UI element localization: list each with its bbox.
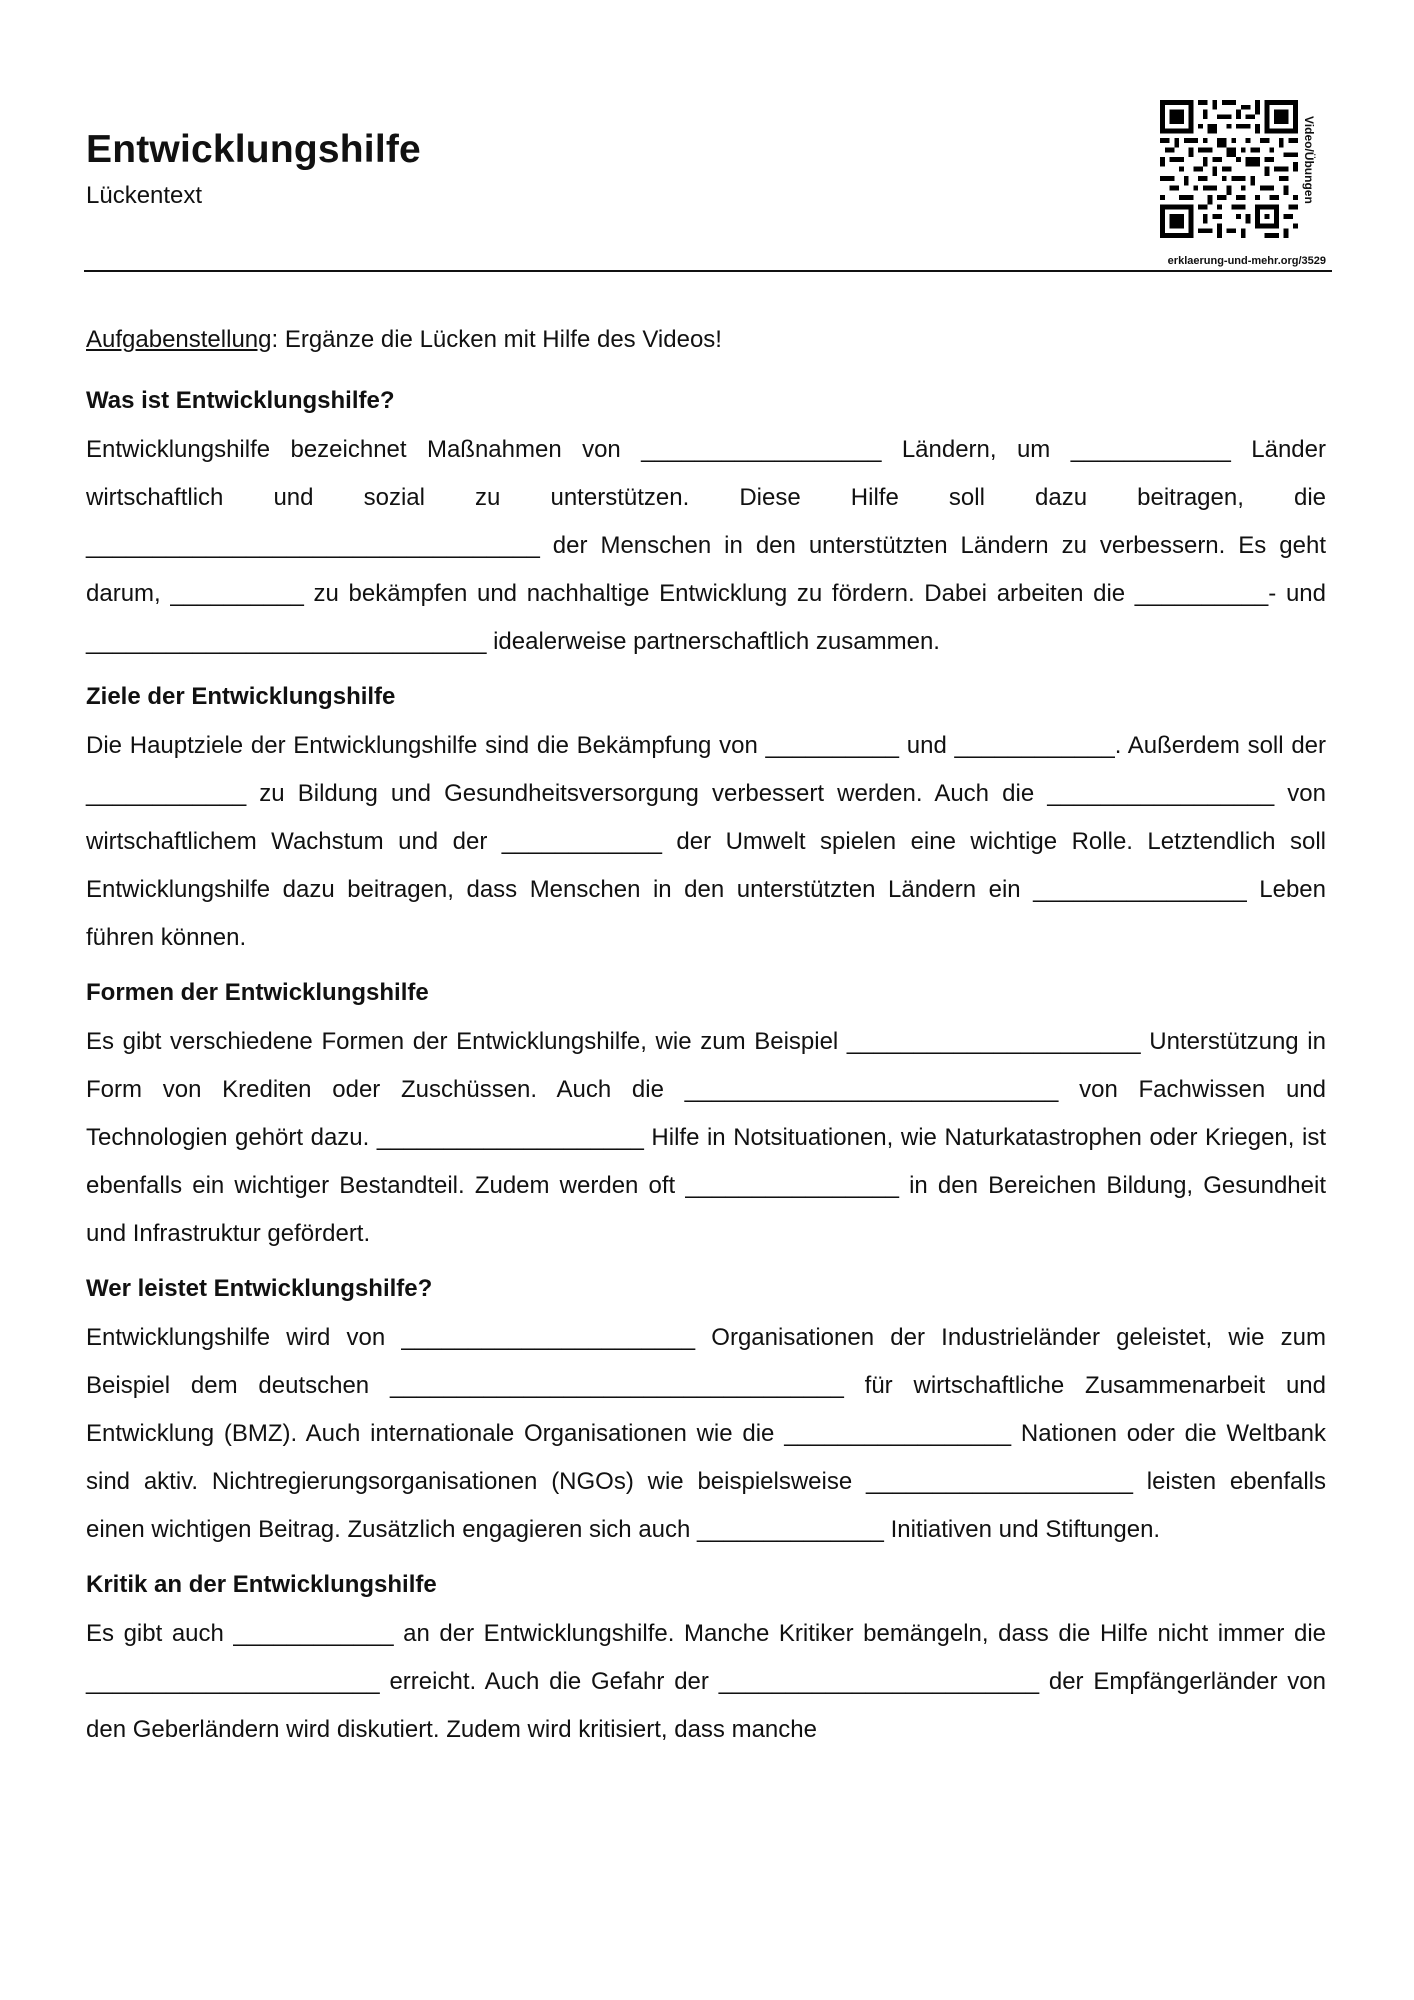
section-wer-leistet	[86, 1268, 1326, 1554]
qr-label: Video/Übungen	[1302, 116, 1316, 204]
cloze-paragraph: Entwicklungshilfe wird von ______________________ Organisationen der Industrieländer geleistet, wie zum Beispiel dem deutschen __________________________________ für wirtschaftliche Zusammenarbeit und Entwicklung (BMZ). Auch internationale Organisationen wie die _________________ Nationen oder die Weltbank sind aktiv. Nichtregierungsorganisationen (NGOs) wie beispielsweise ____________________ leisten ebenfalls einen wichtigen Beitrag. Zusätzlich engagieren sich auch ______________ Initiativen und Stiftungen.	[86, 1324, 1326, 1543]
section-kritik	[86, 1564, 1326, 1754]
section-heading: Kritik an der Entwicklungshilfe	[86, 1571, 437, 1598]
page-title: Entwicklungshilfe	[86, 128, 421, 171]
worksheet-body	[86, 326, 1326, 1764]
section-heading: Wer leistet Entwicklungshilfe?	[86, 1275, 433, 1302]
task-text: : Ergänze die Lücken mit Hilfe des Videos!	[271, 326, 722, 353]
section-formen	[86, 972, 1326, 1258]
section-heading: Was ist Entwicklungshilfe?	[86, 387, 395, 414]
qr-code-icon[interactable]	[1160, 100, 1298, 238]
section-heading: Ziele der Entwicklungshilfe	[86, 683, 396, 710]
site-url-link[interactable]: erklaerung-und-mehr.org/3529	[1167, 255, 1326, 267]
cloze-paragraph: Entwicklungshilfe bezeichnet Maßnahmen von __________________ Ländern, um ____________ Länder wirtschaftlich und sozial zu unterstützen. Diese Hilfe soll dazu beitragen, die __________________________________ der Menschen in den unterstützten Ländern zu verbessern. Es geht darum, __________ zu bekämpfen und nachhaltige Entwicklung zu fördern. Dabei arbeiten die __________- und ______________________________ idealerweise partnerschaftlich zusammen.	[86, 436, 1326, 655]
section-was-ist	[86, 380, 1326, 666]
cloze-paragraph: Es gibt auch ____________ an der Entwicklungshilfe. Manche Kritiker bemängeln, dass die Hilfe nicht immer die ______________________ erreicht. Auch die Gefahr der ________________________ der Empfängerländer von den Geberländern wird diskutiert. Zudem wird kritisiert, dass manche	[86, 1620, 1326, 1743]
page-subtitle: Lückentext	[86, 182, 203, 209]
cloze-paragraph: Die Hauptziele der Entwicklungshilfe sind die Bekämpfung von __________ und ____________. Außerdem soll der ____________ zu Bildung und Gesundheitsversorgung verbessert werden. Auch die _________________ von wirtschaftlichem Wachstum und der ____________ der Umwelt spielen eine wichtige Rolle. Letztendlich soll Entwicklungshilfe dazu beitragen, dass Menschen in den unterstützten Ländern ein ________________ Leben führen können.	[86, 732, 1326, 951]
task-label: Aufgabenstellung	[86, 326, 272, 353]
section-ziele	[86, 676, 1326, 962]
header-divider	[84, 270, 1332, 272]
task-instruction	[86, 326, 1326, 354]
cloze-paragraph: Es gibt verschiedene Formen der Entwicklungshilfe, wie zum Beispiel ______________________ Unterstützung in Form von Krediten oder Zuschüssen. Auch die ____________________________ von Fachwissen und Technologien gehört dazu. ____________________ Hilfe in Notsituationen, wie Naturkatastrophen oder Kriegen, ist ebenfalls ein wichtiger Bestandteil. Zudem werden oft ________________ in den Bereichen Bildung, Gesundheit und Infrastruktur gefördert.	[86, 1028, 1326, 1247]
section-heading: Formen der Entwicklungshilfe	[86, 979, 429, 1006]
